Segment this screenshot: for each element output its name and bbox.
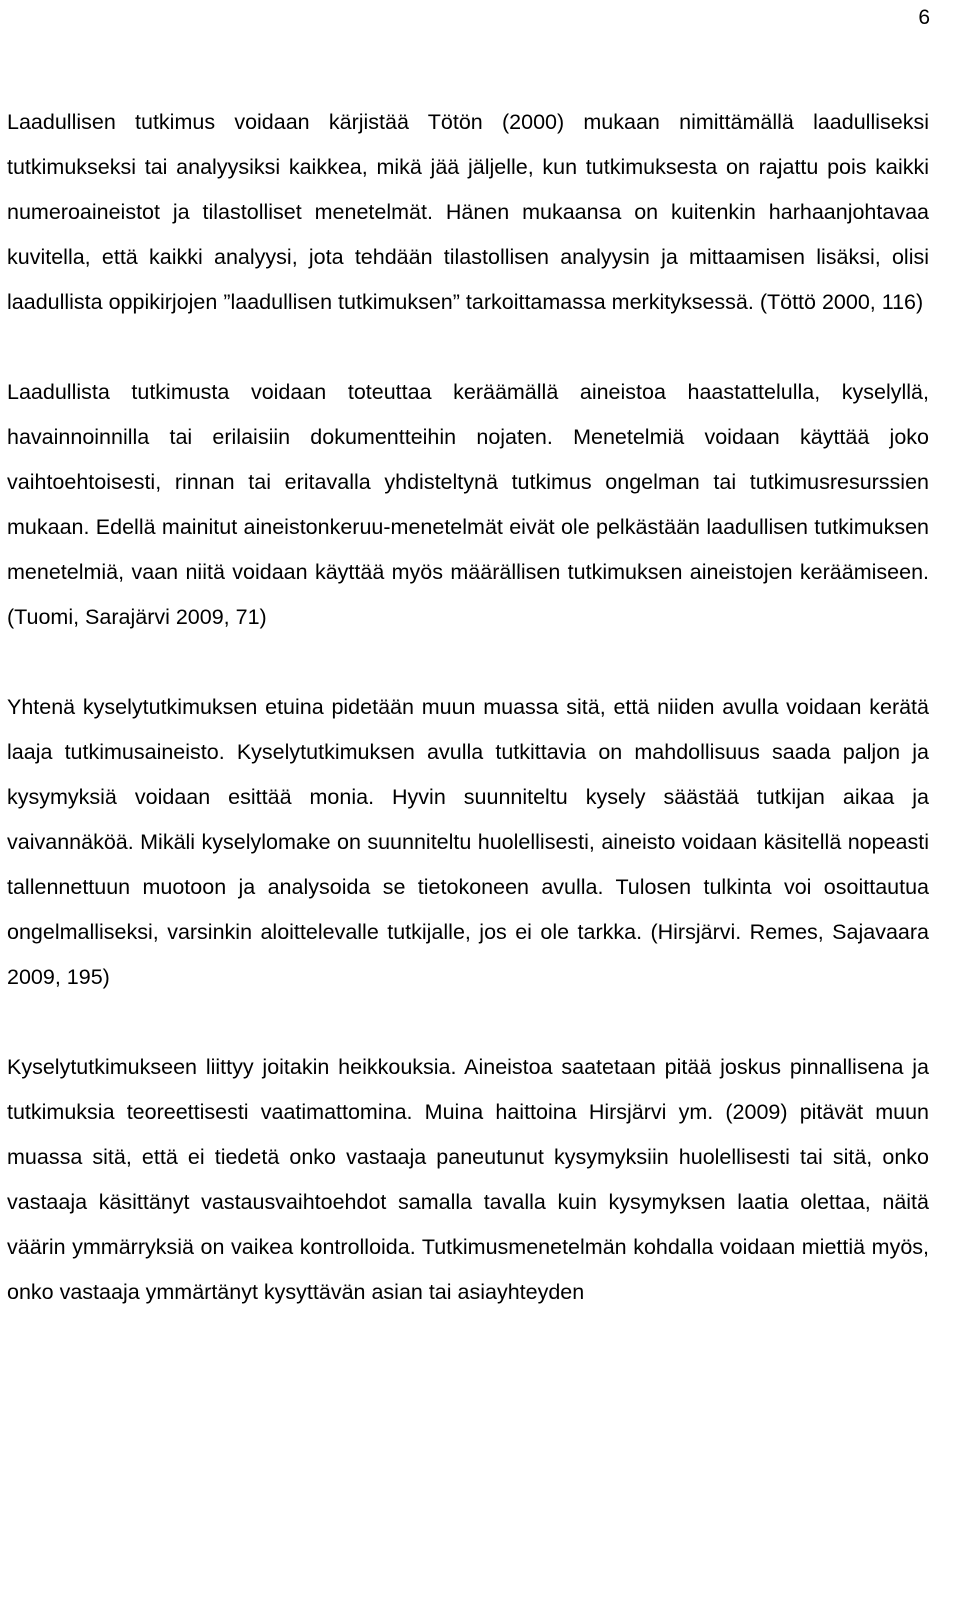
paragraph-survey-advantages: Yhtenä kyselytutkimuksen etuina pidetään muun muassa sitä, että niiden avulla voidaan kerätä laaja tutkimusaineisto. Kyselytutkimuksen avulla tutkittavia on mahdollisuus saada paljon ja kysymyksiä voidaan esittää monia. Hyvin suunniteltu kysely säästää tutkijan aikaa ja vaivannäköä. Mikäli kyselylomake on suunniteltu huolellisesti, aineisto voidaan käsitellä nopeasti tallennettuun muotoon ja analysoida se tietokoneen avulla. Tulosen tulkinta voi osoittautua ongelmalliseksi, varsinkin aloittelevalle tutkijalle, jos ei ole tarkka. (Hirsjärvi. Remes, Sajavaara 2009, 195) (7, 695, 929, 989)
paragraph-qualitative-research-definition: Laadullisen tutkimus voidaan kärjistää Tötön (2000) mukaan nimittämällä laadulliseksi tutkimukseksi tai analyysiksi kaikkea, mikä jää jäljelle, kun tutkimuksesta on rajattu pois kaikki numeroaineistot ja tilastolliset menetelmät. Hänen mukaansa on kuitenkin harhaanjohtavaa kuvitella, että kaikki analyysi, jota tehdään tilastollisen analyysin ja mittaamisen lisäksi, olisi laadullista oppikirjojen ”laadullisen tutkimuksen” tarkoittamassa merkityksessä. (Töttö 2000, 116) (7, 110, 929, 314)
paragraph-survey-weaknesses: Kyselytutkimukseen liittyy joitakin heikkouksia. Aineistoa saatetaan pitää joskus pinnallisena ja tutkimuksia teoreettisesti vaatimattomina. Muina haittoina Hirsjärvi ym. (2009) pitävät muun muassa sitä, että ei tiedetä onko vastaaja paneutunut kysymyksiin huolellisesti tai sitä, onko vastaaja käsittänyt vastausvaihtoehdot samalla tavalla kuin kysymyksen laatia olettaa, näitä väärin ymmärryksiä on vaikea kontrolloida. Tutkimusmenetelmän kohdalla voidaan miettiä myös, onko vastaaja ymmärtänyt kysyttävän asian tai asiayhteyden (7, 1055, 929, 1304)
document-body (7, 100, 929, 1315)
paragraph-data-collection-methods: Laadullista tutkimusta voidaan toteuttaa keräämällä aineistoa haastattelulla, kyselyllä, havainnoinnilla tai erilaisiin dokumentteihin nojaten. Menetelmiä voidaan käyttää joko vaihtoehtoisesti, rinnan tai eritavalla yhdisteltynä tutkimus ongelman tai tutkimusresurssien mukaan. Edellä mainitut aineistonkeruu-menetelmät eivät ole pelkästään laadullisen tutkimuksen menetelmiä, vaan niitä voidaan käyttää myös määrällisen tutkimuksen aineistojen keräämiseen. (Tuomi, Sarajärvi 2009, 71) (7, 380, 929, 629)
page-number: 6 (918, 6, 930, 29)
